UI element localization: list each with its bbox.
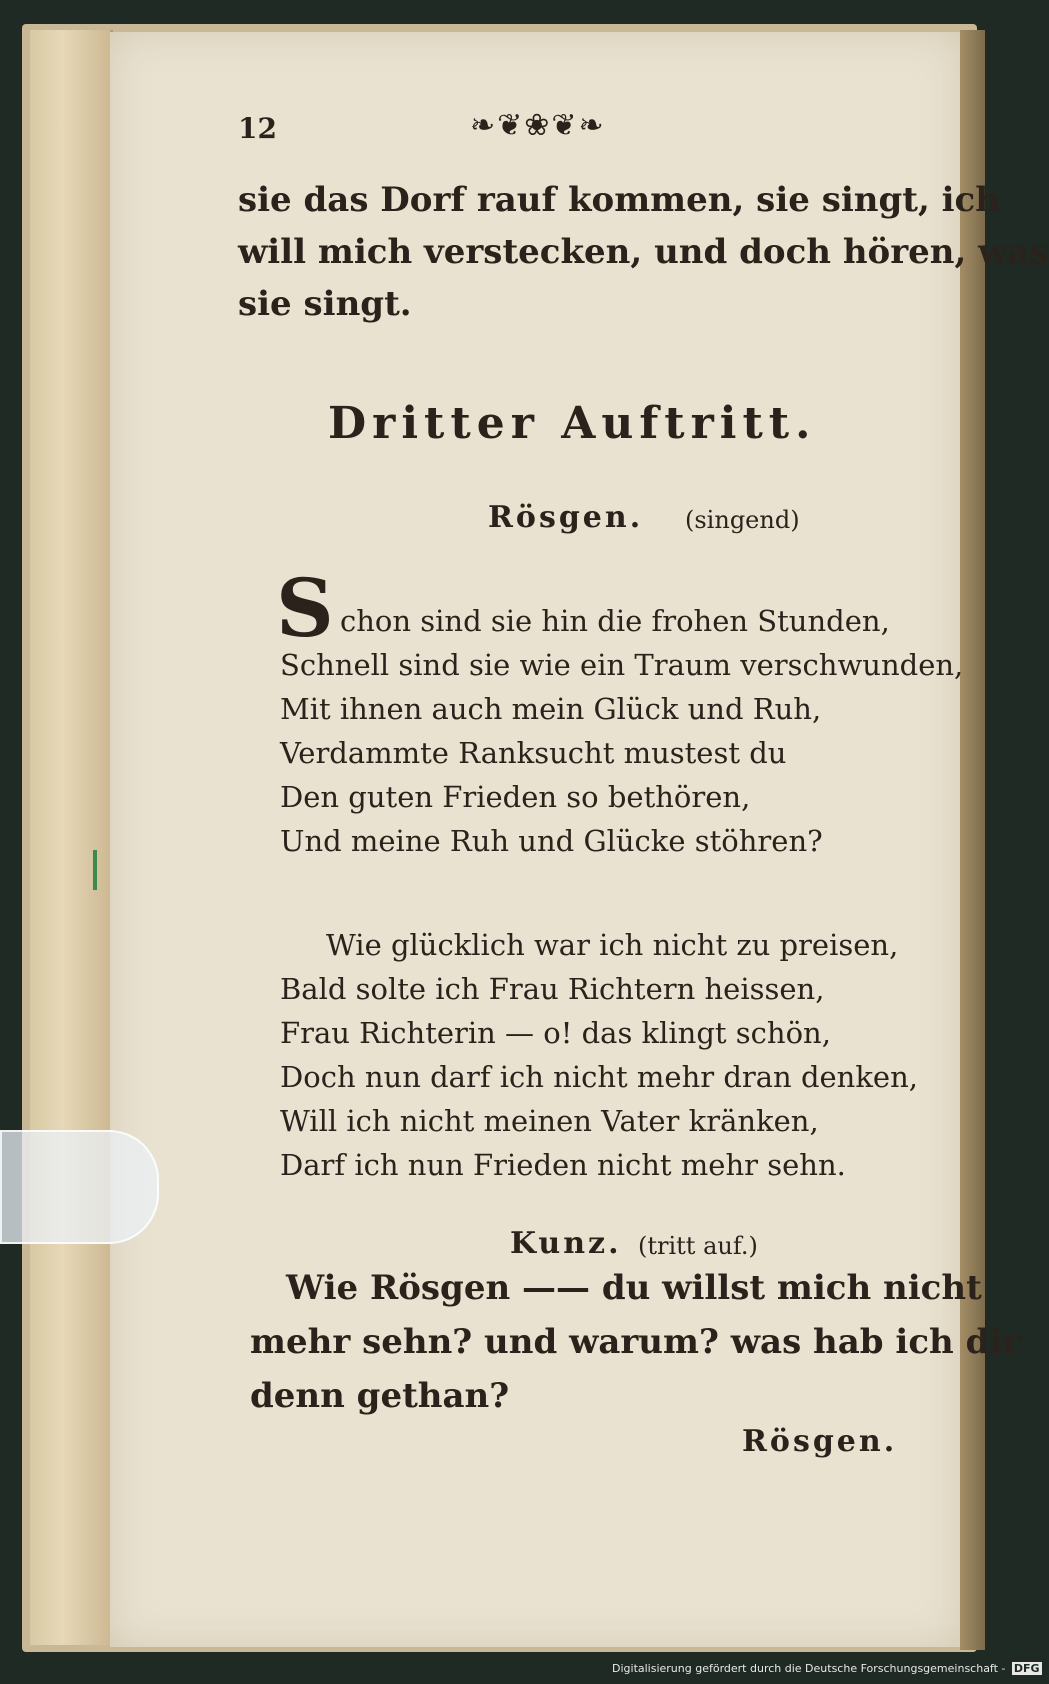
- dfg-logo: DFG: [1013, 1662, 1040, 1675]
- header-ornament: ❧❦❀❦❧: [470, 108, 606, 143]
- kunz-line-1: Wie Rösgen —— du willst mich nicht: [286, 1268, 982, 1308]
- kunz-line-3: denn gethan?: [250, 1376, 510, 1416]
- verse-line: Verdammte Ranksucht mustest du: [280, 736, 787, 770]
- stage-direction-tritt-auf: (tritt auf.): [638, 1232, 758, 1260]
- bookmark-strip: [93, 850, 97, 890]
- verse-line: Schnell sind sie wie ein Traum verschwunden,: [280, 648, 964, 682]
- verse-line: Will ich nicht meinen Vater kränken,: [280, 1104, 819, 1138]
- digitization-credit: [612, 1662, 1042, 1675]
- verse-line: Darf ich nun Frieden nicht mehr sehn.: [280, 1148, 846, 1182]
- stage-direction-singend: (singend): [685, 506, 800, 534]
- intro-line-2: will mich verstecken, und doch hören, was: [238, 232, 1049, 272]
- drop-cap: S: [276, 561, 334, 655]
- scene-heading: Dritter Auftritt.: [328, 398, 817, 449]
- speaker-roesgen-2: Rösgen.: [742, 1424, 898, 1459]
- verse-line: Doch nun darf ich nicht mehr dran denken,: [280, 1060, 918, 1094]
- verse-line: Wie glücklich war ich nicht zu preisen,: [326, 928, 899, 962]
- verse-line: Den guten Frieden so bethören,: [280, 780, 751, 814]
- page-stack-left: [30, 30, 113, 1645]
- footer-text: Digitalisierung gefördert durch die Deutsche Forschungsgemeinschaft -: [612, 1662, 1006, 1675]
- verse-line: Mit ihnen auch mein Glück und Ruh,: [280, 692, 822, 726]
- verse-line: Und meine Ruh und Glücke stöhren?: [280, 824, 823, 858]
- page-number: 12: [238, 112, 277, 145]
- speaker-roesgen: Rösgen.: [488, 500, 644, 535]
- verse-line: Frau Richterin — o! das klingt schön,: [280, 1016, 831, 1050]
- verse-line: chon sind sie hin die frohen Stunden,: [340, 604, 890, 638]
- page-clip: [0, 1130, 159, 1244]
- intro-line-3: sie singt.: [238, 284, 412, 324]
- speaker-kunz: Kunz.: [510, 1226, 622, 1261]
- intro-line-1: sie das Dorf rauf kommen, sie singt, ich: [238, 180, 1000, 220]
- verse-line: Bald solte ich Frau Richtern heissen,: [280, 972, 825, 1006]
- kunz-line-2: mehr sehn? und warum? was hab ich dir: [250, 1322, 1021, 1362]
- book-spine-right: [960, 30, 985, 1650]
